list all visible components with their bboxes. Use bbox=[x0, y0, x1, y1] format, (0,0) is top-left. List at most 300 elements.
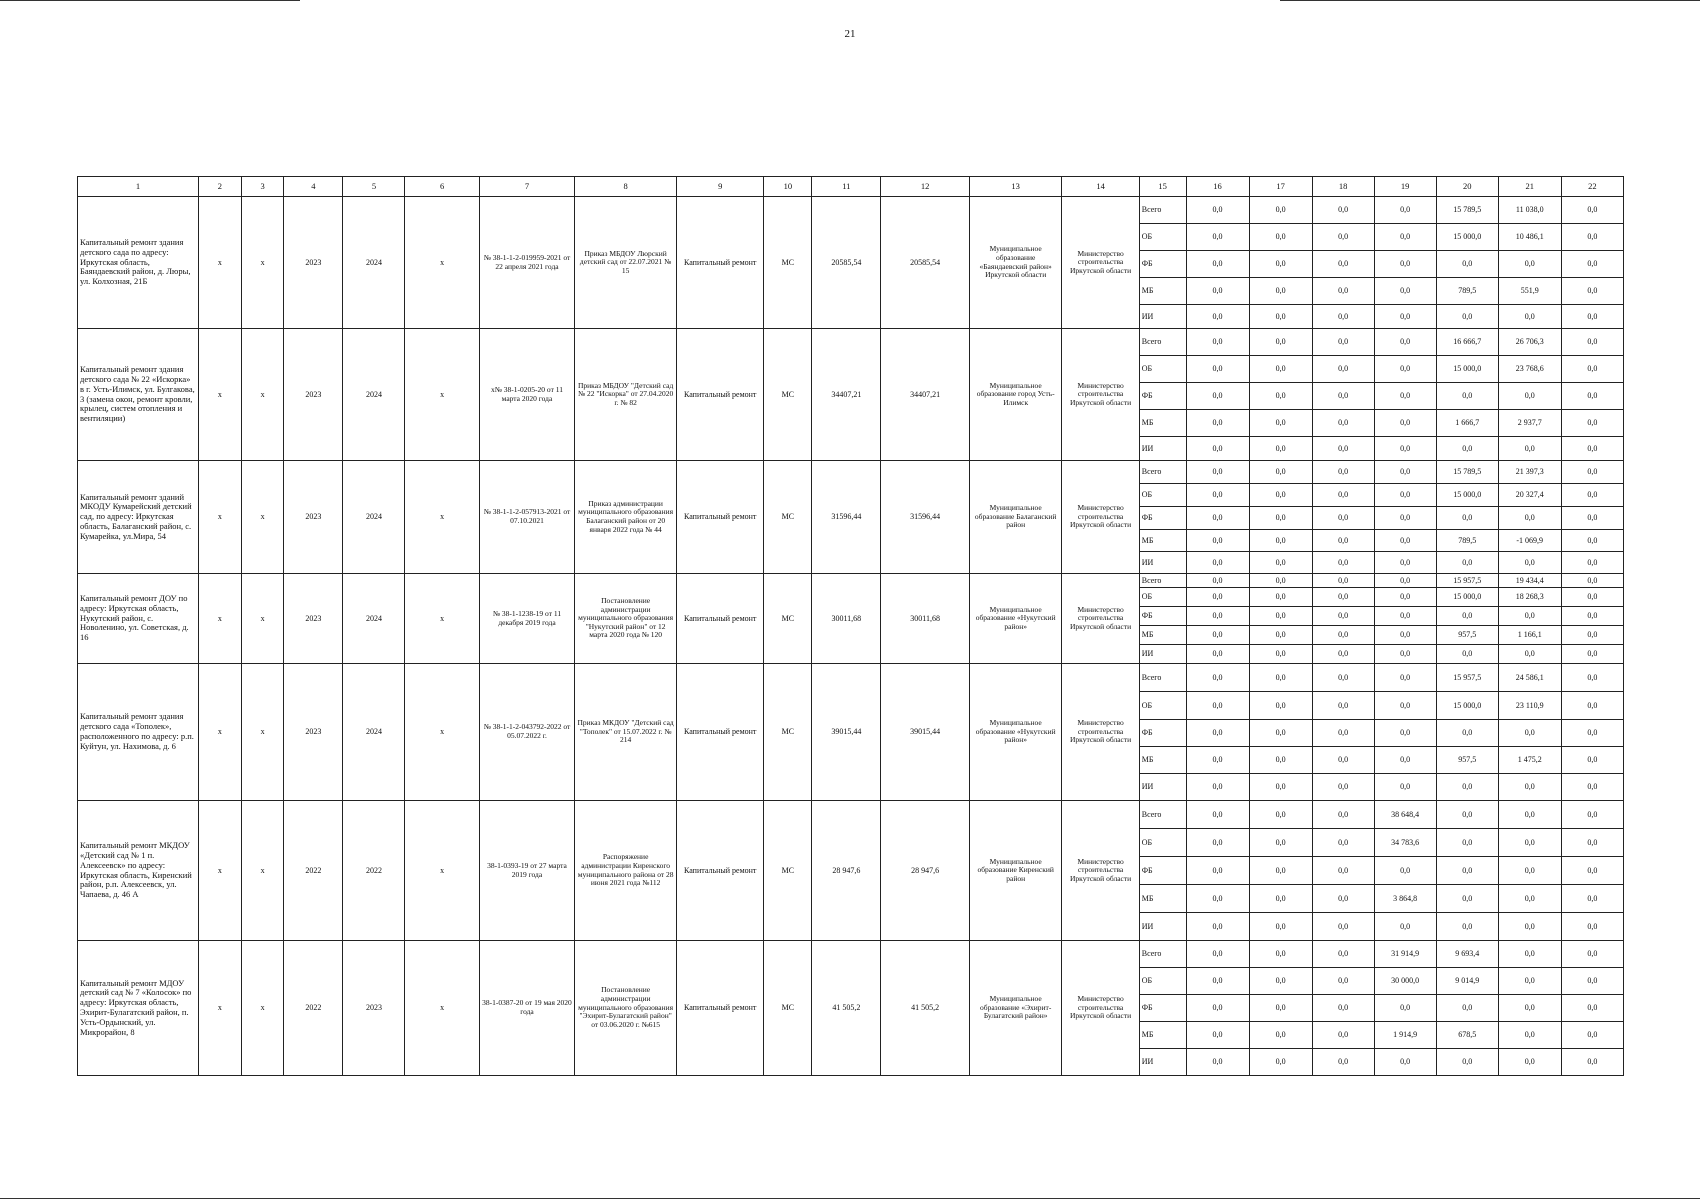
funding-value-cell: 0,0 bbox=[1561, 224, 1623, 251]
funding-value-cell: 0,0 bbox=[1374, 995, 1436, 1022]
funding-value-cell: 0,0 bbox=[1561, 626, 1623, 645]
project-cell-c3: х bbox=[241, 801, 284, 941]
funding-value-cell: 0,0 bbox=[1561, 484, 1623, 507]
funding-value-cell: 0,0 bbox=[1186, 507, 1249, 530]
project-cell-c9: Капитальный ремонт bbox=[676, 664, 763, 801]
funding-value-cell: 15 000,0 bbox=[1436, 588, 1498, 607]
funding-value-cell: 789,5 bbox=[1436, 530, 1498, 552]
column-header: 4 bbox=[284, 177, 343, 197]
funding-value-cell: 0,0 bbox=[1186, 278, 1249, 305]
project-cell-c5: 2024 bbox=[343, 574, 405, 664]
funding-value-cell: 23 110,9 bbox=[1498, 692, 1561, 720]
funding-source-cell: Всего bbox=[1139, 461, 1186, 484]
funding-value-cell: 15 000,0 bbox=[1436, 484, 1498, 507]
funding-source-cell: Всего bbox=[1139, 941, 1186, 968]
funding-value-cell: 9 014,9 bbox=[1436, 968, 1498, 995]
object-name-cell: Капитальный ремонт ДОУ по адресу: Иркутская область, Нукутский район, с. Новоленино, ул. Советская, д. 16 bbox=[78, 574, 199, 664]
investment-table bbox=[77, 176, 1624, 1076]
project-cell-c4: 2023 bbox=[284, 461, 343, 574]
project-cell-c6: х bbox=[405, 941, 479, 1076]
table-row bbox=[78, 664, 1624, 692]
funding-value-cell: 0,0 bbox=[1374, 1049, 1436, 1076]
project-cell-c8: Распоряжение администрации Киренского муниципального района от 28 июня 2021 года №112 bbox=[575, 801, 677, 941]
top-edge-line bbox=[0, 0, 300, 1]
funding-source-cell: ОБ bbox=[1139, 968, 1186, 995]
funding-value-cell: 0,0 bbox=[1561, 383, 1623, 410]
object-name-cell: Капитальный ремонт МКДОУ «Детский сад № 1 п. Алексеевск» по адресу: Иркутская область, Киренский район, р.п. Алексеевск, ул. Чапаева, д. 46 А bbox=[78, 801, 199, 941]
funding-value-cell: 15 000,0 bbox=[1436, 224, 1498, 251]
project-cell-c9: Капитальный ремонт bbox=[676, 941, 763, 1076]
funding-value-cell: 15 000,0 bbox=[1436, 692, 1498, 720]
funding-value-cell: 0,0 bbox=[1312, 197, 1374, 224]
top-edge-line bbox=[1280, 0, 1700, 1]
funding-value-cell: 0,0 bbox=[1312, 530, 1374, 552]
funding-value-cell: 0,0 bbox=[1249, 801, 1312, 829]
funding-value-cell: 0,0 bbox=[1561, 995, 1623, 1022]
funding-value-cell: 0,0 bbox=[1249, 356, 1312, 383]
funding-value-cell: 0,0 bbox=[1186, 461, 1249, 484]
project-cell-c7: № 38-1-1-2-043792-2022 от 05.07.2022 г. bbox=[479, 664, 575, 801]
funding-value-cell: 20 327,4 bbox=[1498, 484, 1561, 507]
funding-value-cell: 0,0 bbox=[1561, 607, 1623, 626]
project-cell-c6: х bbox=[405, 801, 479, 941]
funding-value-cell: 0,0 bbox=[1561, 278, 1623, 305]
funding-value-cell: 0,0 bbox=[1186, 774, 1249, 801]
funding-value-cell: 0,0 bbox=[1312, 645, 1374, 664]
funding-value-cell: 0,0 bbox=[1374, 224, 1436, 251]
funding-value-cell: 0,0 bbox=[1436, 885, 1498, 913]
funding-value-cell: 0,0 bbox=[1186, 857, 1249, 885]
column-header: 9 bbox=[676, 177, 763, 197]
funding-value-cell: 0,0 bbox=[1374, 664, 1436, 692]
funding-value-cell: 0,0 bbox=[1561, 197, 1623, 224]
project-cell-c4: 2022 bbox=[284, 801, 343, 941]
funding-value-cell: 0,0 bbox=[1312, 1049, 1374, 1076]
project-cell-c13: Муниципальное образование «Нукутский район» bbox=[969, 574, 1062, 664]
funding-value-cell: 0,0 bbox=[1436, 1049, 1498, 1076]
funding-value-cell: 1 914,9 bbox=[1374, 1022, 1436, 1049]
funding-value-cell: 0,0 bbox=[1561, 829, 1623, 857]
funding-source-cell: ОБ bbox=[1139, 224, 1186, 251]
funding-source-cell: МБ bbox=[1139, 278, 1186, 305]
funding-value-cell: 0,0 bbox=[1186, 941, 1249, 968]
object-name-cell: Капитальный ремонт здания детского сада № 22 «Искорка» в г. Усть-Илимск, ул. Булгакова, 3 (замена окон, ремонт кровли, крылец, систем отопления и вентиляции) bbox=[78, 329, 199, 461]
funding-value-cell: 0,0 bbox=[1249, 530, 1312, 552]
funding-value-cell: 0,0 bbox=[1186, 410, 1249, 437]
funding-value-cell: 0,0 bbox=[1498, 720, 1561, 747]
project-cell-c7: х№ 38-1-0205-20 от 11 марта 2020 года bbox=[479, 329, 575, 461]
funding-value-cell: 0,0 bbox=[1312, 588, 1374, 607]
funding-value-cell: 0,0 bbox=[1249, 574, 1312, 588]
column-header: 18 bbox=[1312, 177, 1374, 197]
column-header: 7 bbox=[479, 177, 575, 197]
funding-value-cell: 23 768,6 bbox=[1498, 356, 1561, 383]
funding-value-cell: 16 666,7 bbox=[1436, 329, 1498, 356]
funding-source-cell: ИИ bbox=[1139, 305, 1186, 329]
funding-value-cell: 0,0 bbox=[1312, 1022, 1374, 1049]
funding-value-cell: 0,0 bbox=[1249, 507, 1312, 530]
funding-value-cell: 0,0 bbox=[1436, 774, 1498, 801]
project-cell-c13: Муниципальное образование «Эхирит-Булагатский район» bbox=[969, 941, 1062, 1076]
funding-value-cell: 10 486,1 bbox=[1498, 224, 1561, 251]
funding-value-cell: 0,0 bbox=[1498, 437, 1561, 461]
project-cell-c5: 2022 bbox=[343, 801, 405, 941]
funding-source-cell: МБ bbox=[1139, 747, 1186, 774]
funding-value-cell: 0,0 bbox=[1186, 251, 1249, 278]
funding-value-cell: 0,0 bbox=[1312, 607, 1374, 626]
funding-value-cell: 0,0 bbox=[1498, 941, 1561, 968]
project-cell-c13: Муниципальное образование Балаганский район bbox=[969, 461, 1062, 574]
funding-value-cell: 0,0 bbox=[1561, 1049, 1623, 1076]
funding-value-cell: 0,0 bbox=[1249, 968, 1312, 995]
project-cell-c8: Приказ МБДОУ "Детский сад № 22 "Искорка" от 27.04.2020 г. № 82 bbox=[575, 329, 677, 461]
funding-value-cell: 0,0 bbox=[1186, 305, 1249, 329]
funding-value-cell: 0,0 bbox=[1249, 278, 1312, 305]
funding-value-cell: 0,0 bbox=[1561, 913, 1623, 941]
funding-value-cell: 551,9 bbox=[1498, 278, 1561, 305]
project-cell-c13: Муниципальное образование «Баяндаевский район» Иркутской области bbox=[969, 197, 1062, 329]
funding-value-cell: 0,0 bbox=[1312, 461, 1374, 484]
funding-value-cell: 0,0 bbox=[1498, 885, 1561, 913]
funding-source-cell: ОБ bbox=[1139, 692, 1186, 720]
funding-value-cell: 0,0 bbox=[1312, 383, 1374, 410]
project-cell-c2: х bbox=[199, 574, 242, 664]
funding-value-cell: 0,0 bbox=[1186, 197, 1249, 224]
funding-value-cell: 0,0 bbox=[1249, 995, 1312, 1022]
funding-value-cell: 0,0 bbox=[1561, 530, 1623, 552]
funding-value-cell: 0,0 bbox=[1498, 251, 1561, 278]
funding-value-cell: 0,0 bbox=[1312, 801, 1374, 829]
funding-value-cell: 0,0 bbox=[1374, 913, 1436, 941]
project-cell-c7: 38-1-0393-19 от 27 марта 2019 года bbox=[479, 801, 575, 941]
funding-value-cell: 0,0 bbox=[1249, 829, 1312, 857]
column-header: 8 bbox=[575, 177, 677, 197]
column-header: 2 bbox=[199, 177, 242, 197]
project-cell-c13: Муниципальное образование город Усть-Илимск bbox=[969, 329, 1062, 461]
project-cell-c14: Министерство строительства Иркутской области bbox=[1062, 197, 1139, 329]
project-cell-c7: № 38-1-1-2-057913-2021 от 07.10.2021 bbox=[479, 461, 575, 574]
project-cell-c14: Министерство строительства Иркутской области bbox=[1062, 801, 1139, 941]
project-cell-c12: 39015,44 bbox=[881, 664, 969, 801]
funding-value-cell: 0,0 bbox=[1186, 913, 1249, 941]
funding-value-cell: 0,0 bbox=[1374, 410, 1436, 437]
funding-value-cell: 0,0 bbox=[1561, 574, 1623, 588]
column-header: 15 bbox=[1139, 177, 1186, 197]
funding-value-cell: 0,0 bbox=[1561, 305, 1623, 329]
page-number: 21 bbox=[844, 28, 856, 40]
funding-value-cell: 0,0 bbox=[1374, 607, 1436, 626]
funding-value-cell: 0,0 bbox=[1249, 588, 1312, 607]
funding-value-cell: 9 693,4 bbox=[1436, 941, 1498, 968]
project-cell-c2: х bbox=[199, 329, 242, 461]
funding-value-cell: 38 648,4 bbox=[1374, 801, 1436, 829]
funding-value-cell: 0,0 bbox=[1374, 305, 1436, 329]
funding-value-cell: 0,0 bbox=[1374, 278, 1436, 305]
funding-source-cell: МБ bbox=[1139, 1022, 1186, 1049]
funding-value-cell: 0,0 bbox=[1186, 692, 1249, 720]
table-row bbox=[78, 197, 1624, 224]
project-cell-c3: х bbox=[241, 197, 284, 329]
funding-value-cell: 0,0 bbox=[1249, 913, 1312, 941]
funding-value-cell: 0,0 bbox=[1312, 224, 1374, 251]
funding-source-cell: Всего bbox=[1139, 197, 1186, 224]
funding-value-cell: 0,0 bbox=[1561, 507, 1623, 530]
project-cell-c9: Капитальный ремонт bbox=[676, 197, 763, 329]
project-cell-c5: 2024 bbox=[343, 329, 405, 461]
project-cell-c7: 38-1-0387-20 от 19 мая 2020 года bbox=[479, 941, 575, 1076]
project-cell-c14: Министерство строительства Иркутской области bbox=[1062, 941, 1139, 1076]
project-cell-c11: 30011,68 bbox=[812, 574, 881, 664]
funding-value-cell: 0,0 bbox=[1561, 552, 1623, 574]
funding-value-cell: 0,0 bbox=[1186, 885, 1249, 913]
funding-value-cell: 0,0 bbox=[1186, 1022, 1249, 1049]
funding-value-cell: 0,0 bbox=[1249, 1049, 1312, 1076]
funding-value-cell: 957,5 bbox=[1436, 747, 1498, 774]
funding-source-cell: ФБ bbox=[1139, 607, 1186, 626]
funding-source-cell: Всего bbox=[1139, 329, 1186, 356]
funding-value-cell: 0,0 bbox=[1249, 774, 1312, 801]
funding-value-cell: 0,0 bbox=[1374, 383, 1436, 410]
funding-value-cell: 0,0 bbox=[1498, 383, 1561, 410]
funding-value-cell: 0,0 bbox=[1436, 552, 1498, 574]
object-name-cell: Капитальный ремонт здания детского сада «Тополек», расположенного по адресу: р.п. Куйтун, ул. Нахимова, д. 6 bbox=[78, 664, 199, 801]
funding-value-cell: 0,0 bbox=[1249, 645, 1312, 664]
project-cell-c12: 28 947,6 bbox=[881, 801, 969, 941]
project-cell-c2: х bbox=[199, 664, 242, 801]
funding-value-cell: 0,0 bbox=[1436, 995, 1498, 1022]
funding-value-cell: 0,0 bbox=[1374, 645, 1436, 664]
funding-value-cell: 0,0 bbox=[1374, 530, 1436, 552]
funding-value-cell: 0,0 bbox=[1186, 484, 1249, 507]
column-header: 22 bbox=[1561, 177, 1623, 197]
project-cell-c3: х bbox=[241, 574, 284, 664]
funding-value-cell: 0,0 bbox=[1436, 507, 1498, 530]
funding-value-cell: 0,0 bbox=[1498, 645, 1561, 664]
funding-value-cell: 0,0 bbox=[1312, 747, 1374, 774]
funding-value-cell: 0,0 bbox=[1498, 829, 1561, 857]
funding-source-cell: ИИ bbox=[1139, 774, 1186, 801]
funding-value-cell: 0,0 bbox=[1312, 941, 1374, 968]
funding-value-cell: 0,0 bbox=[1312, 329, 1374, 356]
funding-value-cell: 0,0 bbox=[1312, 410, 1374, 437]
funding-source-cell: МБ bbox=[1139, 885, 1186, 913]
funding-value-cell: 0,0 bbox=[1186, 968, 1249, 995]
column-header: 3 bbox=[241, 177, 284, 197]
funding-value-cell: 0,0 bbox=[1561, 692, 1623, 720]
funding-value-cell: 0,0 bbox=[1312, 857, 1374, 885]
funding-value-cell: 0,0 bbox=[1312, 968, 1374, 995]
funding-value-cell: 0,0 bbox=[1498, 801, 1561, 829]
funding-value-cell: 0,0 bbox=[1249, 607, 1312, 626]
header-row bbox=[78, 177, 1624, 197]
project-cell-c7: № 38-1-1238-19 от 11 декабря 2019 года bbox=[479, 574, 575, 664]
funding-value-cell: 0,0 bbox=[1186, 588, 1249, 607]
funding-value-cell: 0,0 bbox=[1498, 968, 1561, 995]
project-cell-c12: 20585,54 bbox=[881, 197, 969, 329]
project-cell-c4: 2023 bbox=[284, 329, 343, 461]
funding-value-cell: 0,0 bbox=[1249, 329, 1312, 356]
project-cell-c3: х bbox=[241, 941, 284, 1076]
project-cell-c2: х bbox=[199, 197, 242, 329]
funding-value-cell: 0,0 bbox=[1498, 552, 1561, 574]
funding-value-cell: 1 166,1 bbox=[1498, 626, 1561, 645]
project-cell-c11: 20585,54 bbox=[812, 197, 881, 329]
funding-value-cell: 0,0 bbox=[1498, 995, 1561, 1022]
project-cell-c10: МС bbox=[764, 574, 812, 664]
funding-source-cell: ФБ bbox=[1139, 507, 1186, 530]
funding-value-cell: 0,0 bbox=[1249, 720, 1312, 747]
project-cell-c11: 31596,44 bbox=[812, 461, 881, 574]
funding-value-cell: 0,0 bbox=[1249, 1022, 1312, 1049]
project-cell-c12: 31596,44 bbox=[881, 461, 969, 574]
funding-source-cell: ОБ bbox=[1139, 829, 1186, 857]
funding-value-cell: 678,5 bbox=[1436, 1022, 1498, 1049]
funding-value-cell: 0,0 bbox=[1374, 251, 1436, 278]
project-cell-c4: 2023 bbox=[284, 664, 343, 801]
funding-value-cell: 0,0 bbox=[1249, 941, 1312, 968]
funding-value-cell: 0,0 bbox=[1374, 552, 1436, 574]
funding-source-cell: ИИ bbox=[1139, 1049, 1186, 1076]
funding-source-cell: ИИ bbox=[1139, 645, 1186, 664]
funding-value-cell: 0,0 bbox=[1374, 720, 1436, 747]
funding-value-cell: 0,0 bbox=[1374, 356, 1436, 383]
funding-value-cell: 1 666,7 bbox=[1436, 410, 1498, 437]
project-cell-c10: МС bbox=[764, 801, 812, 941]
funding-value-cell: 0,0 bbox=[1312, 626, 1374, 645]
funding-value-cell: 0,0 bbox=[1186, 747, 1249, 774]
funding-value-cell: 0,0 bbox=[1249, 437, 1312, 461]
funding-value-cell: 0,0 bbox=[1561, 885, 1623, 913]
funding-value-cell: 0,0 bbox=[1436, 829, 1498, 857]
funding-value-cell: 0,0 bbox=[1561, 774, 1623, 801]
funding-value-cell: 0,0 bbox=[1436, 607, 1498, 626]
funding-source-cell: ФБ bbox=[1139, 857, 1186, 885]
funding-value-cell: 0,0 bbox=[1312, 829, 1374, 857]
funding-value-cell: 0,0 bbox=[1249, 251, 1312, 278]
funding-value-cell: -1 069,9 bbox=[1498, 530, 1561, 552]
funding-source-cell: ФБ bbox=[1139, 251, 1186, 278]
project-cell-c8: Постановление администрации муниципального образования "Нукутский район" от 12 марта 2020 года № 120 bbox=[575, 574, 677, 664]
funding-value-cell: 0,0 bbox=[1312, 484, 1374, 507]
project-cell-c7: № 38-1-1-2-019959-2021 от 22 апреля 2021 года bbox=[479, 197, 575, 329]
funding-value-cell: 0,0 bbox=[1249, 626, 1312, 645]
project-cell-c9: Капитальный ремонт bbox=[676, 574, 763, 664]
project-cell-c2: х bbox=[199, 941, 242, 1076]
funding-value-cell: 0,0 bbox=[1249, 552, 1312, 574]
funding-value-cell: 0,0 bbox=[1436, 857, 1498, 885]
funding-value-cell: 0,0 bbox=[1186, 801, 1249, 829]
project-cell-c11: 39015,44 bbox=[812, 664, 881, 801]
project-cell-c5: 2024 bbox=[343, 664, 405, 801]
funding-value-cell: 24 586,1 bbox=[1498, 664, 1561, 692]
funding-value-cell: 0,0 bbox=[1498, 774, 1561, 801]
funding-value-cell: 0,0 bbox=[1374, 197, 1436, 224]
funding-value-cell: 0,0 bbox=[1312, 664, 1374, 692]
project-cell-c10: МС bbox=[764, 941, 812, 1076]
funding-value-cell: 0,0 bbox=[1374, 484, 1436, 507]
funding-value-cell: 1 475,2 bbox=[1498, 747, 1561, 774]
funding-value-cell: 0,0 bbox=[1436, 913, 1498, 941]
funding-value-cell: 0,0 bbox=[1498, 607, 1561, 626]
column-header: 1 bbox=[78, 177, 199, 197]
project-cell-c6: х bbox=[405, 664, 479, 801]
funding-value-cell: 19 434,4 bbox=[1498, 574, 1561, 588]
funding-value-cell: 0,0 bbox=[1312, 774, 1374, 801]
funding-value-cell: 0,0 bbox=[1498, 857, 1561, 885]
project-cell-c5: 2023 bbox=[343, 941, 405, 1076]
funding-value-cell: 789,5 bbox=[1436, 278, 1498, 305]
table-row bbox=[78, 801, 1624, 829]
project-cell-c14: Министерство строительства Иркутской области bbox=[1062, 664, 1139, 801]
funding-source-cell: ОБ bbox=[1139, 588, 1186, 607]
funding-source-cell: ФБ bbox=[1139, 995, 1186, 1022]
column-header: 10 bbox=[764, 177, 812, 197]
funding-value-cell: 0,0 bbox=[1186, 224, 1249, 251]
funding-value-cell: 0,0 bbox=[1561, 329, 1623, 356]
funding-value-cell: 0,0 bbox=[1186, 607, 1249, 626]
funding-value-cell: 0,0 bbox=[1312, 278, 1374, 305]
funding-value-cell: 0,0 bbox=[1374, 692, 1436, 720]
funding-value-cell: 0,0 bbox=[1561, 720, 1623, 747]
project-cell-c12: 41 505,2 bbox=[881, 941, 969, 1076]
funding-value-cell: 0,0 bbox=[1186, 645, 1249, 664]
funding-value-cell: 0,0 bbox=[1436, 801, 1498, 829]
funding-value-cell: 0,0 bbox=[1312, 995, 1374, 1022]
column-header: 14 bbox=[1062, 177, 1139, 197]
object-name-cell: Капитальный ремонт зданий МКОДУ Кумарейский детский сад, по адресу: Иркутская область, Балаганский район, с. Кумарейка, ул.Мира, 54 bbox=[78, 461, 199, 574]
funding-source-cell: ОБ bbox=[1139, 356, 1186, 383]
project-cell-c8: Приказ МБДОУ Люрский детский сад от 22.07.2021 № 15 bbox=[575, 197, 677, 329]
funding-source-cell: Всего bbox=[1139, 574, 1186, 588]
funding-source-cell: МБ bbox=[1139, 626, 1186, 645]
column-header: 21 bbox=[1498, 177, 1561, 197]
project-cell-c9: Капитальный ремонт bbox=[676, 801, 763, 941]
funding-value-cell: 0,0 bbox=[1249, 305, 1312, 329]
funding-value-cell: 0,0 bbox=[1561, 1022, 1623, 1049]
funding-source-cell: Всего bbox=[1139, 664, 1186, 692]
funding-source-cell: МБ bbox=[1139, 410, 1186, 437]
funding-value-cell: 0,0 bbox=[1436, 645, 1498, 664]
funding-value-cell: 0,0 bbox=[1249, 885, 1312, 913]
funding-value-cell: 0,0 bbox=[1312, 507, 1374, 530]
funding-value-cell: 0,0 bbox=[1374, 507, 1436, 530]
project-cell-c5: 2024 bbox=[343, 197, 405, 329]
funding-value-cell: 0,0 bbox=[1186, 574, 1249, 588]
funding-value-cell: 15 000,0 bbox=[1436, 356, 1498, 383]
project-cell-c14: Министерство строительства Иркутской области bbox=[1062, 329, 1139, 461]
project-cell-c6: х bbox=[405, 461, 479, 574]
column-header: 13 bbox=[969, 177, 1062, 197]
project-cell-c6: х bbox=[405, 574, 479, 664]
funding-value-cell: 0,0 bbox=[1312, 305, 1374, 329]
project-cell-c10: МС bbox=[764, 329, 812, 461]
project-cell-c9: Капитальный ремонт bbox=[676, 329, 763, 461]
funding-value-cell: 0,0 bbox=[1498, 1022, 1561, 1049]
funding-value-cell: 0,0 bbox=[1498, 305, 1561, 329]
funding-value-cell: 30 000,0 bbox=[1374, 968, 1436, 995]
project-cell-c11: 34407,21 bbox=[812, 329, 881, 461]
funding-value-cell: 0,0 bbox=[1436, 437, 1498, 461]
funding-value-cell: 0,0 bbox=[1436, 720, 1498, 747]
funding-value-cell: 18 268,3 bbox=[1498, 588, 1561, 607]
funding-value-cell: 0,0 bbox=[1436, 251, 1498, 278]
funding-source-cell: ФБ bbox=[1139, 383, 1186, 410]
column-header: 11 bbox=[812, 177, 881, 197]
funding-value-cell: 0,0 bbox=[1498, 507, 1561, 530]
funding-value-cell: 3 864,8 bbox=[1374, 885, 1436, 913]
project-cell-c11: 28 947,6 bbox=[812, 801, 881, 941]
funding-value-cell: 0,0 bbox=[1561, 437, 1623, 461]
